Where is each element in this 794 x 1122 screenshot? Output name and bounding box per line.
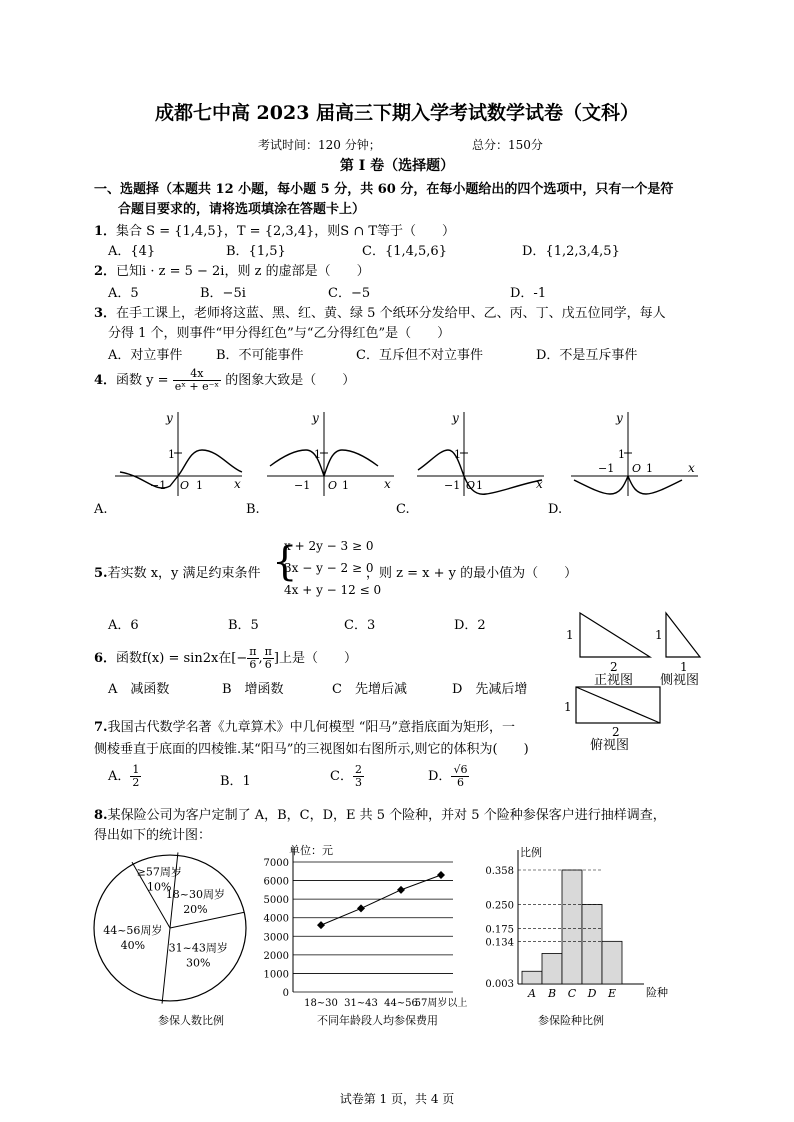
pie-slice-value: 10% <box>147 880 172 894</box>
tick-label-neg-one: −1 <box>598 462 615 475</box>
q5-option-b[interactable]: B．5 <box>228 618 259 633</box>
question-number: 7. <box>94 720 108 735</box>
question-stem: 已知i · z = 5 − 2i，则 z 的虚部是（ ） <box>116 264 370 279</box>
graph-label-d: D. <box>548 502 563 517</box>
x-tick-label: C <box>567 987 577 1000</box>
y-axis-label: y <box>166 411 173 425</box>
question-stem-post: 的图象大致是（ ） <box>225 373 356 388</box>
q1-option-d[interactable]: D．{1,2,3,4,5} <box>522 244 620 259</box>
x-tick-label: 57周岁以上 <box>414 998 468 1009</box>
tick-label-one-x: 1 <box>196 479 203 492</box>
top-view-label: 俯视图 <box>590 738 630 753</box>
question-stem-pre: 函数 y = <box>116 373 169 388</box>
option-letter: D． <box>428 769 452 784</box>
fraction-denominator: 2 <box>132 776 140 789</box>
front-view-label: 正视图 <box>594 673 634 688</box>
q6-option-a[interactable]: A 减函数 <box>108 682 170 697</box>
tick-label-neg-one: −1 <box>294 479 311 492</box>
question-stem-post: ]上是（ ） <box>273 651 357 666</box>
fraction-numerator: √6 <box>453 763 468 776</box>
y-tick-label: 1000 <box>263 969 289 981</box>
question-5 <box>94 562 261 581</box>
question-5-post: ，则 z = x + y 的最小值为（ ） <box>366 566 578 581</box>
y-tick-label: 2000 <box>263 950 289 962</box>
question-stem: 我国古代数学名著《九章算术》中几何模型 “阳马”意指底面为矩形，一 <box>107 720 516 735</box>
fraction-denominator: 6 <box>456 776 464 789</box>
q5-option-d[interactable]: D．2 <box>454 618 486 633</box>
q6-option-c[interactable]: C 先增后减 <box>332 682 407 697</box>
origin-label: O <box>180 479 190 492</box>
y-tick-label: 0 <box>282 988 289 999</box>
front-view-triangle <box>580 613 650 657</box>
y-axis-label: 比例 <box>520 846 542 859</box>
origin-label: O <box>632 462 642 475</box>
pie-slice-edge <box>162 928 170 1004</box>
pie-chart <box>90 840 260 1030</box>
question-number: 4． <box>94 373 117 388</box>
question-stem: 集合 S = {1,4,5}，T = {2,3,4}，则S ∩ T等于（ ） <box>116 224 456 239</box>
fraction-numerator: π <box>249 645 257 658</box>
data-point <box>437 871 445 879</box>
option-letter: C． <box>330 769 353 784</box>
question-stem: 在手工课上，老师将这蓝、黑、红、黄、绿 5 个纸环分发给甲、乙、丙、丁、戊五位同学，每人 <box>116 306 666 321</box>
q5-option-a[interactable]: A．6 <box>108 618 139 633</box>
graph-label-b: B. <box>246 502 260 517</box>
tick-label-one-x: 1 <box>646 462 653 475</box>
option-fraction <box>130 764 141 789</box>
line-chart-body <box>264 844 468 1009</box>
question-1 <box>94 220 455 239</box>
fraction-neg-pi-6 <box>247 646 258 671</box>
question-number: 6． <box>94 651 117 666</box>
side-view-triangle <box>666 613 700 657</box>
fraction-denominator: 6 <box>264 658 272 671</box>
tick-label-neg-one: −1 <box>150 479 167 492</box>
q2-option-b[interactable]: B．−5i <box>200 286 246 301</box>
data-point <box>317 921 325 929</box>
q2-option-a[interactable]: A．5 <box>108 286 139 301</box>
question-8 <box>94 804 666 823</box>
tick-label-one: 1 <box>454 448 461 461</box>
question-number: 5. <box>94 566 108 581</box>
front-view-width: 2 <box>610 660 618 674</box>
x-axis-label: x <box>688 461 695 475</box>
constraint-brace: { <box>272 539 298 585</box>
pie-slices <box>94 852 246 1003</box>
x-tick-label: E <box>607 987 617 1000</box>
q1-option-a[interactable]: A．{4} <box>108 244 156 259</box>
y-axis-label: y <box>616 411 623 425</box>
y-axis-label: y <box>452 411 459 425</box>
option-letter: A． <box>108 769 131 784</box>
front-view-height: 1 <box>566 628 574 642</box>
pie-slice-label: 18~30周岁 <box>165 887 226 901</box>
data-point <box>357 904 365 912</box>
fraction-denominator: 3 <box>354 776 362 789</box>
fraction-pi-6 <box>263 646 274 671</box>
question-number: 3． <box>94 306 117 321</box>
side-view-height: 1 <box>655 628 663 642</box>
top-view-diagonal <box>576 687 660 723</box>
y-tick-label: 6000 <box>263 876 289 888</box>
question-number: 2． <box>94 264 117 279</box>
y-tick-label: 5000 <box>263 895 289 907</box>
x-axis-label: x <box>384 477 391 491</box>
fraction-denominator: eˣ + e⁻ˣ <box>174 380 220 393</box>
q7-option-a[interactable] <box>108 764 141 789</box>
y-tick-label: 0.358 <box>485 866 514 877</box>
x-tick-label: B <box>547 987 557 1000</box>
question-4 <box>94 368 355 393</box>
origin-label: O <box>466 479 476 492</box>
tick-label-neg-one: −1 <box>444 479 461 492</box>
q3-option-d[interactable]: D．不是互斥事件 <box>536 348 638 363</box>
fraction-denominator: 6 <box>249 658 257 671</box>
y-tick-label: 7000 <box>263 858 289 869</box>
x-tick-label: 31~43 <box>344 998 378 1009</box>
question-stem-pre: 函数f(x) = sin2x在[− <box>116 651 248 666</box>
bar <box>542 953 562 984</box>
question-3-line2: 分得 1 个，则事件“甲分得红色”与“乙分得红色”是（ ） <box>108 326 451 341</box>
graph-d[interactable] <box>566 408 706 498</box>
total-score: 总分：150分 <box>472 138 543 152</box>
instructions-line1: 一、选题择（本题共 12 小题，每小题 5 分，共 60 分，在每小题给出的四个选项中，只有一个是符 <box>94 182 674 197</box>
q3-option-b[interactable]: B．不可能事件 <box>216 348 304 363</box>
graph-a[interactable] <box>110 408 250 498</box>
top-view-height: 1 <box>564 700 572 714</box>
q3-option-c[interactable]: C．互斥但不对立事件 <box>356 348 483 363</box>
line-chart <box>255 840 495 1030</box>
three-view-diagram <box>560 605 710 755</box>
instructions-line2: 合题目要求的，请将选项填涂在答题卡上） <box>118 202 366 217</box>
fraction-numerator: π <box>264 645 272 658</box>
y-tick-label: 0.175 <box>485 924 514 936</box>
y-tick-label: 3000 <box>263 932 289 944</box>
tick-label-one-x: 1 <box>476 479 483 492</box>
graph-c[interactable] <box>412 408 552 498</box>
tick-label-one: 1 <box>168 448 175 461</box>
pie-chart-title: 参保人数比例 <box>158 1014 224 1027</box>
q2-option-d[interactable]: D．-1 <box>510 286 547 301</box>
x-tick-label: D <box>587 987 597 1000</box>
q5-option-c[interactable]: C．3 <box>344 618 376 633</box>
bar <box>602 941 622 984</box>
constraint-2: 3x − y − 2 ≥ 0 <box>284 561 374 575</box>
y-axis-unit: 单位：元 <box>289 844 333 857</box>
question-stem-mid: , <box>258 651 263 666</box>
bar-chart <box>478 840 678 1030</box>
side-view-label: 侧视图 <box>660 673 700 688</box>
graph-label-c: C. <box>396 502 410 517</box>
q1-option-b[interactable]: B．{1,5} <box>226 244 286 259</box>
y-tick-label: 0.134 <box>485 937 514 949</box>
exam-time: 考试时间：120 分钟； <box>258 138 381 152</box>
question-stem: 某保险公司为客户定制了 A，B，C，D，E 共 5 个险种，并对 5 个险种参保客户进行抽样调查， <box>107 808 666 823</box>
x-tick-label: 18~30 <box>304 998 338 1009</box>
origin-label: O <box>328 479 338 492</box>
pie-slice-value: 30% <box>186 956 211 970</box>
question-8-line2: 得出如下的统计图： <box>94 828 212 843</box>
option-fraction <box>353 764 364 789</box>
q7-option-d[interactable] <box>428 764 469 789</box>
pie-slice-label: ≥57周岁 <box>136 865 182 879</box>
q6-option-d[interactable]: D 先减后增 <box>452 682 528 697</box>
x-axis-label: 险种 <box>646 986 668 999</box>
pie-slice-value: 20% <box>183 902 208 916</box>
graph-b[interactable] <box>262 408 402 498</box>
pie-slice-value: 40% <box>120 938 146 952</box>
bar <box>522 971 542 984</box>
q1-option-c[interactable]: C．{1,4,5,6} <box>362 244 447 259</box>
x-tick-label: A <box>528 987 536 1000</box>
data-point <box>397 886 405 894</box>
bar-chart-body <box>485 845 668 1000</box>
q7-option-c[interactable] <box>330 764 364 789</box>
bar <box>582 904 602 984</box>
y-tick-label: 4000 <box>263 913 289 925</box>
constraint-3: 4x + y − 12 ≤ 0 <box>284 583 382 597</box>
q3-option-a[interactable]: A．对立事件 <box>108 348 183 363</box>
tick-label-one: 1 <box>314 448 321 461</box>
tick-label-one: 1 <box>618 448 625 461</box>
page-footer: 试卷第 1 页，共 4 页 <box>339 1092 455 1106</box>
y-axis-label: y <box>312 411 319 425</box>
question-7 <box>94 716 515 735</box>
q2-option-c[interactable]: C．−5 <box>328 286 371 301</box>
tick-label-one-x: 1 <box>342 479 349 492</box>
q6-option-b[interactable]: B 增函数 <box>222 682 284 697</box>
question-7-line2: 侧棱垂直于底面的四棱锥.某“阳马”的三视图如右图所示,则它的体积为( ) <box>94 742 529 757</box>
part-title: 第 I 卷（选择题） <box>339 158 455 174</box>
x-axis-label: x <box>234 477 241 491</box>
question-2 <box>94 260 370 279</box>
question-6 <box>94 646 357 671</box>
constraint-1: x + 2y − 3 ≥ 0 <box>284 539 374 553</box>
y-tick-label: 0.250 <box>485 900 514 912</box>
function-fraction <box>173 368 221 393</box>
y-tick-label: 0.003 <box>485 979 514 991</box>
exam-title: 成都七中高 2023 届高三下期入学考试数学试卷（文科） <box>154 102 640 124</box>
question-stem-pre: 若实数 x，y 满足约束条件 <box>107 566 261 581</box>
q7-option-b[interactable]: B．1 <box>220 774 251 789</box>
graph-label-a: A. <box>94 502 108 517</box>
bar <box>562 870 582 984</box>
bar-chart-title: 参保险种比例 <box>538 1014 604 1027</box>
pie-slice-label: 44~56周岁 <box>103 923 163 937</box>
x-tick-label: 44~56 <box>384 998 418 1009</box>
side-view-width: 1 <box>680 660 688 674</box>
top-view-width: 2 <box>612 725 620 739</box>
line-chart-title: 不同年龄段人均参保费用 <box>317 1014 438 1027</box>
x-axis-label: x <box>536 477 543 491</box>
fraction-numerator: 4x <box>173 368 221 381</box>
question-number: 8. <box>94 808 108 823</box>
option-fraction <box>451 764 469 789</box>
question-3 <box>94 302 666 321</box>
fraction-numerator: 1 <box>132 763 140 776</box>
question-number: 1． <box>94 224 117 239</box>
fraction-numerator: 2 <box>354 763 362 776</box>
pie-slice-label: 31~43周岁 <box>168 941 228 955</box>
